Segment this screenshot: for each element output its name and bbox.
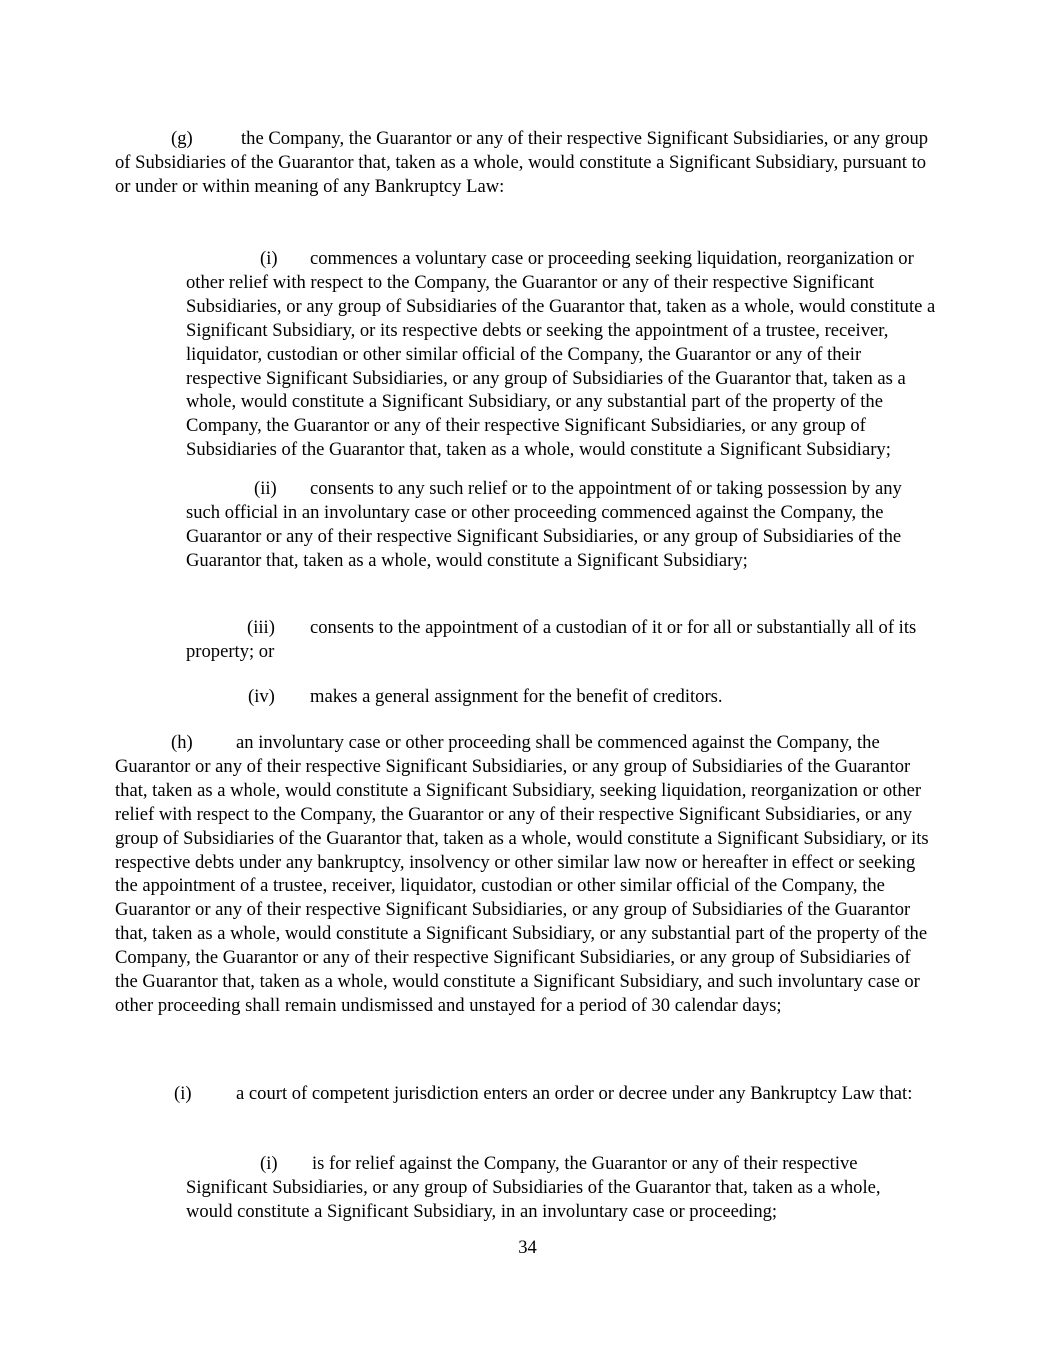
paragraph-label: (g)	[171, 128, 193, 149]
paragraph-text: the Guarantor or any of their respective Significant Subsidiaries, or any group of Subsidiaries of the Guarantor that, taken as a whole, would constitute a Significant Subsidiary, seeking liquidation, reorganization or other relief with respect to the Company, the Guarantor or any of their respective Significant Subsidiaries, or any group of Subsidiaries of the Guarantor that, taken as a whole, would constitute a Significant Subsidiary, or its respective debts under any bankruptcy, insolvency or other similar law now or hereafter in effect or seeking the appointment of a trustee, receiver, liquidator, custodian or other similar official of the Company, the Guarantor or any of their respective Significant Subsidiaries, or any group of Subsidiaries of the Guarantor that, taken as a whole, would constitute a Significant Subsidiary, or any substantial part of the property of the Company, the Guarantor or any of their respective Significant Subsidiaries, or any group of Subsidiaries of the Guarantor that, taken as a whole, would constitute a Significant Subsidiary, and such involuntary case or other proceeding shall remain undismissed and unstayed for a period of 30 calendar days;	[115, 732, 929, 1016]
page-number: 34	[518, 1237, 537, 1258]
paragraph-label: (i)	[174, 1083, 192, 1104]
paragraph-label: (ii)	[254, 478, 277, 499]
paragraph-g-ii	[186, 477, 931, 573]
paragraph-g	[115, 127, 937, 199]
paragraph-text: any group of Subsidiaries of the Guarantor that, taken as a whole, would constitute a Significant Subsidiary, pursuant to or under or within meaning of any Bankruptcy Law:	[115, 128, 929, 197]
paragraph-lead: is for relief against the Company, the Guarantor or any of their respective	[312, 1153, 858, 1174]
paragraph-lead: consents to any such relief or to the appointment of or taking possession	[310, 478, 848, 499]
paragraph-i	[115, 1082, 937, 1106]
paragraph-label: (i)	[260, 1153, 278, 1174]
paragraph-text: Law that:	[841, 1083, 913, 1104]
paragraph-text: all of its property; or	[186, 617, 917, 662]
paragraph-text: Significant Subsidiaries, or any group of Subsidiaries of the Guarantor that, taken as a whole, would constitute a Significant Subsidiary, in an involuntary case or proceeding;	[186, 1176, 881, 1222]
paragraph-i-i	[186, 1152, 931, 1224]
paragraph-g-iv	[186, 685, 931, 709]
paragraph-g-i	[186, 247, 936, 462]
paragraph-lead: an involuntary case or other proceeding shall be commenced against the Company,	[236, 732, 853, 753]
paragraph-label: (h)	[171, 732, 193, 753]
paragraph-g-iii	[186, 616, 931, 664]
paragraph-lead: consents to the appointment of a custodian of it or for all or substantially	[310, 617, 851, 638]
paragraph-h	[115, 731, 937, 1018]
paragraph-text: reorganization or other relief with respect to the Company, the Guarantor or any of their respective Significant Subsidiaries, or any group of Subsidiaries of the Guarantor that, taken as a whole, would constitute a Significant Subsidiary, or its respective debts or seeking the appointment of a trustee, receiver, liquidator, custodian or other similar official of the Company, the Guarantor or any of their respective Significant Subsidiaries, or any group of Subsidiaries of the Guarantor that, taken as a whole, would constitute a Significant Subsidiary, or any substantial part of the property of the Company, the Guarantor or any of their respective Significant Subsidiaries, or any group of Subsidiaries of the Guarantor that, taken as a whole, would constitute a Significant Subsidiary;	[186, 248, 936, 461]
paragraph-lead: makes a general assignment for the benefit of creditors.	[310, 686, 723, 707]
paragraph-lead: a court of competent jurisdiction enters an order or decree under any Bankruptcy	[236, 1083, 837, 1104]
paragraph-label: (iii)	[247, 617, 275, 638]
paragraph-label: (iv)	[248, 686, 275, 707]
paragraph-label: (i)	[260, 248, 278, 269]
paragraph-text: by any such official in an involuntary case or other proceeding commenced against the Company, the Guarantor or any of their respective Significant Subsidiaries, or any group of Subsidiaries of the Guarantor that, taken as a whole, would constitute a Significant Subsidiary;	[186, 478, 902, 571]
paragraph-lead: the Company, the Guarantor or any of their respective Significant Subsidiaries, or	[241, 128, 849, 149]
paragraph-lead: commences a voluntary case or proceeding seeking liquidation,	[310, 248, 782, 269]
